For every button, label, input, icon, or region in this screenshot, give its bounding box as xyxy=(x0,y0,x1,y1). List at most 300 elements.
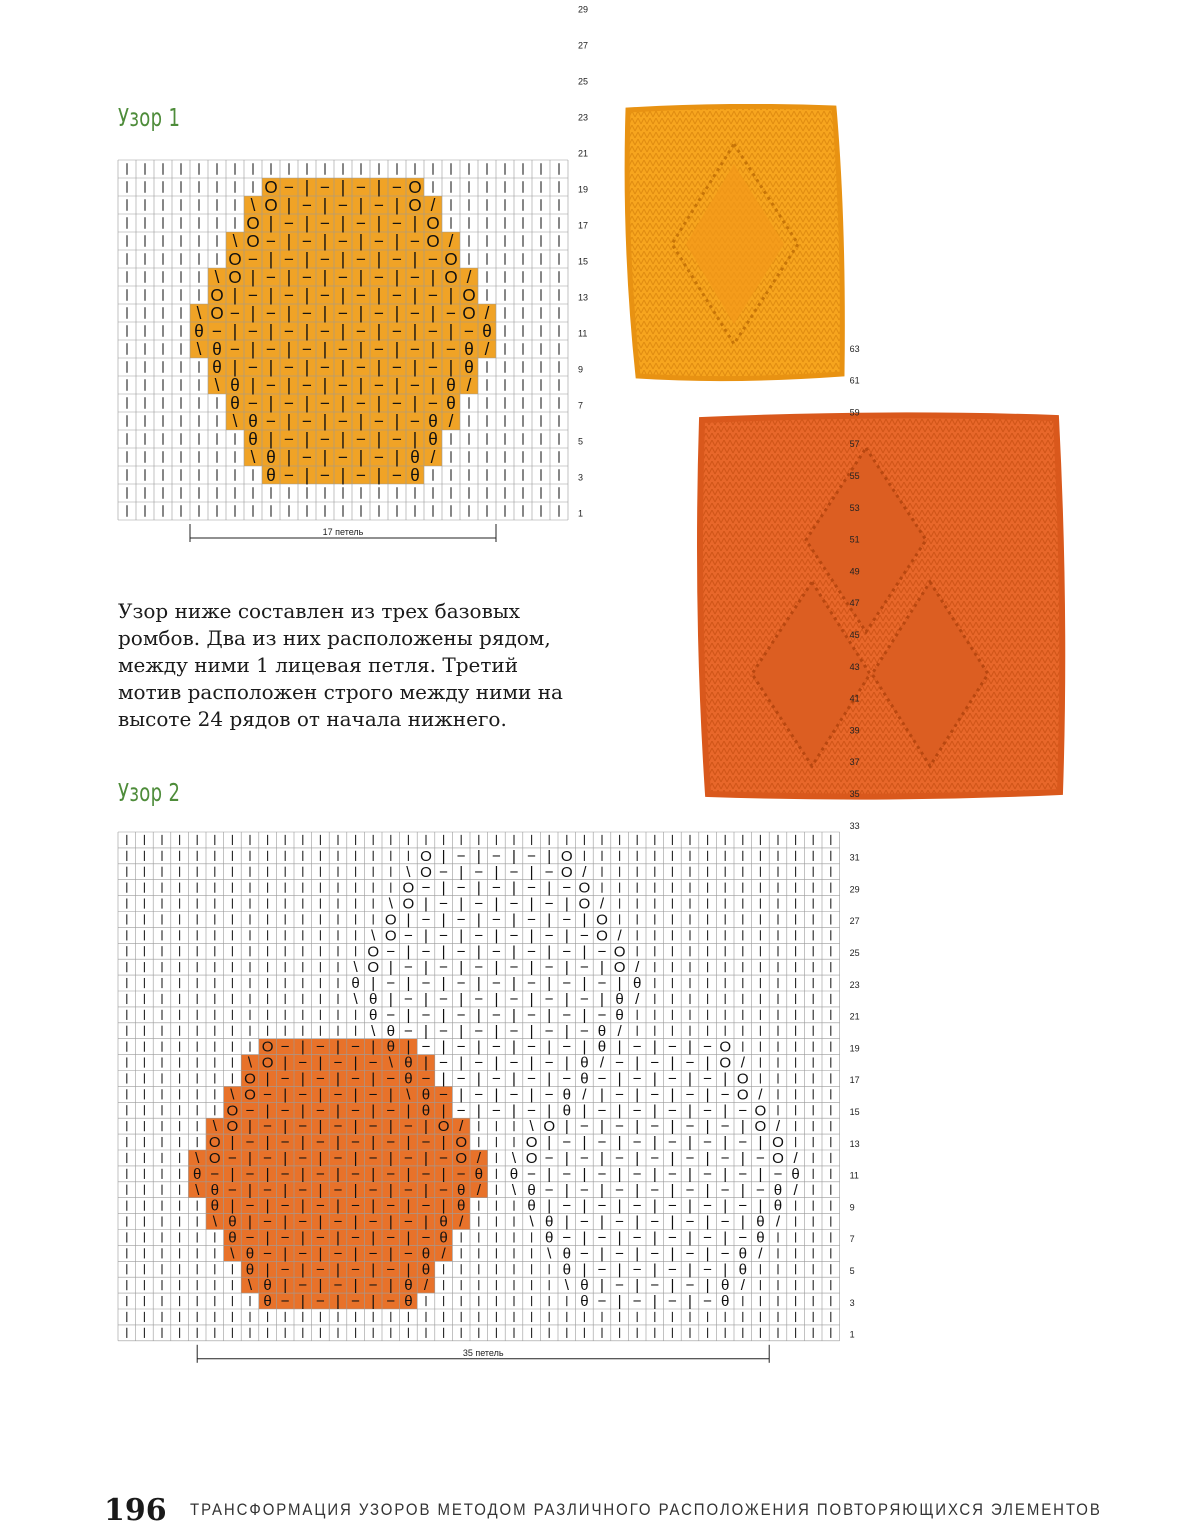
description-line: между ними 1 лицевая петля. Третий xyxy=(118,653,519,677)
stitch-symbol: | xyxy=(358,375,364,395)
stitch-symbol: | xyxy=(512,1006,516,1024)
stitch-symbol: | xyxy=(336,1229,340,1247)
stitch-symbol: θ xyxy=(509,1165,519,1183)
stitch-symbol: θ xyxy=(791,1165,800,1183)
stitch-symbol: | xyxy=(600,959,604,977)
large-knitted-swatch-photo xyxy=(694,412,1068,800)
stitch-symbol: − xyxy=(667,1102,677,1120)
stitch-symbol: \ xyxy=(406,1086,411,1104)
stitch-symbol: | xyxy=(265,1134,270,1152)
stitch-symbol: − xyxy=(421,975,431,993)
row-number: 7 xyxy=(849,1234,855,1245)
stitch-symbol: − xyxy=(410,375,420,395)
stitch-symbol: | xyxy=(230,1134,235,1152)
stitch-symbol: / xyxy=(599,1054,605,1072)
stitch-symbol: | xyxy=(529,1054,534,1072)
stitch-symbol: | xyxy=(322,231,328,251)
stitch-symbol: − xyxy=(298,1181,308,1199)
stitch-symbol: | xyxy=(494,959,499,977)
row-number: 3 xyxy=(578,472,584,483)
stitch-symbol: − xyxy=(315,1038,325,1056)
stitch-symbol: | xyxy=(705,1277,710,1295)
stitch-symbol: θ xyxy=(212,357,222,377)
stitch-symbol: θ xyxy=(464,339,474,359)
stitch-symbol: | xyxy=(353,1277,358,1295)
stitch-symbol: | xyxy=(406,1038,411,1056)
stitch-symbol: θ xyxy=(410,447,420,467)
stitch-symbol: | xyxy=(476,1102,481,1120)
stitch-symbol: − xyxy=(579,1245,589,1263)
stitch-symbol: / xyxy=(758,1086,763,1104)
row-number: 51 xyxy=(849,534,860,545)
stitch-symbol: | xyxy=(476,847,481,865)
stitch-symbol: − xyxy=(509,895,519,913)
stitch-symbol: / xyxy=(740,1277,745,1295)
stitch-symbol: | xyxy=(476,975,481,993)
stitch-symbol: Ο xyxy=(264,195,278,215)
stitch-symbol: Ο xyxy=(462,303,476,323)
stitch-symbol: − xyxy=(280,1102,290,1120)
stitch-symbol: \ xyxy=(564,1277,569,1295)
stitch-symbol: | xyxy=(406,1261,411,1279)
stitch-symbol: − xyxy=(544,927,554,945)
width-label: 17 петель xyxy=(322,527,364,537)
stitch-symbol: − xyxy=(338,267,348,287)
stitch-symbol: \ xyxy=(196,339,202,359)
stitch-symbol: − xyxy=(632,1070,642,1088)
stitch-symbol: | xyxy=(340,465,346,485)
stitch-symbol: − xyxy=(562,1006,572,1024)
stitch-symbol: | xyxy=(406,1006,411,1024)
stitch-symbol: − xyxy=(248,249,258,269)
stitch-symbol: − xyxy=(439,1181,449,1199)
stitch-symbol: − xyxy=(597,1261,607,1279)
stitch-symbol: | xyxy=(652,1134,657,1152)
stitch-symbol: / xyxy=(476,1181,481,1199)
stitch-symbol: Ο xyxy=(560,863,573,881)
stitch-symbol: | xyxy=(476,1038,481,1056)
row-number: 11 xyxy=(849,1170,859,1181)
stitch-symbol: | xyxy=(582,911,587,929)
stitch-symbol: − xyxy=(632,1197,642,1215)
stitch-symbol: − xyxy=(284,249,294,269)
stitch-symbol: − xyxy=(298,1245,308,1263)
stitch-symbol: | xyxy=(600,1213,604,1231)
stitch-symbol: θ xyxy=(421,1245,431,1263)
stitch-symbol: − xyxy=(315,1229,325,1247)
stitch-symbol: − xyxy=(356,357,366,377)
row-number: 39 xyxy=(849,725,860,736)
stitch-symbol: / xyxy=(758,1245,763,1263)
stitch-symbol: − xyxy=(703,1102,713,1120)
stitch-symbol: θ xyxy=(351,975,360,993)
stitch-symbol: − xyxy=(333,1213,343,1231)
stitch-symbol: | xyxy=(250,267,256,287)
stitch-symbol: − xyxy=(298,1054,308,1072)
stitch-symbol: | xyxy=(600,1118,604,1136)
stitch-symbol: − xyxy=(356,321,366,341)
stitch-symbol: | xyxy=(430,375,436,395)
row-number: 57 xyxy=(849,439,860,450)
stitch-symbol: | xyxy=(394,411,400,431)
stitch-symbol: | xyxy=(512,975,516,993)
stitch-symbol: / xyxy=(793,1181,798,1199)
stitch-symbol: θ xyxy=(474,1165,484,1183)
stitch-symbol: Ο xyxy=(736,1086,749,1104)
stitch-symbol: \ xyxy=(388,1054,393,1072)
stitch-symbol: − xyxy=(284,177,294,197)
stitch-symbol: − xyxy=(491,1102,501,1120)
stitch-symbol: θ xyxy=(210,1197,220,1215)
stitch-symbol: − xyxy=(280,1165,290,1183)
stitch-symbol: − xyxy=(280,1070,290,1088)
stitch-symbol: − xyxy=(280,1038,290,1056)
stitch-symbol: | xyxy=(322,339,328,359)
stitch-symbol: | xyxy=(448,357,454,377)
stitch-symbol: − xyxy=(650,1150,660,1168)
stitch-symbol: − xyxy=(562,1229,572,1247)
stitch-symbol: − xyxy=(333,1086,343,1104)
stitch-symbol: − xyxy=(474,863,484,881)
stitch-symbol: | xyxy=(670,1213,675,1231)
stitch-symbol: | xyxy=(512,1070,516,1088)
stitch-symbol: | xyxy=(617,1293,622,1311)
stitch-symbol: − xyxy=(403,1181,413,1199)
stitch-symbol: | xyxy=(286,303,292,323)
stitch-symbol: − xyxy=(351,1165,361,1183)
stitch-symbol: | xyxy=(582,943,587,961)
stitch-symbol: | xyxy=(758,1197,763,1215)
stitch-symbol: − xyxy=(632,1134,642,1152)
stitch-symbol: | xyxy=(283,1213,288,1231)
stitch-symbol: | xyxy=(582,1261,587,1279)
stitch-symbol: − xyxy=(356,177,366,197)
stitch-symbol: | xyxy=(512,1038,516,1056)
stitch-symbol: | xyxy=(318,1150,323,1168)
stitch-symbol: | xyxy=(265,1197,270,1215)
stitch-symbol: | xyxy=(441,943,446,961)
stitch-symbol: − xyxy=(320,285,330,305)
stitch-symbol: Ο xyxy=(244,1070,256,1088)
stitch-symbol: − xyxy=(615,1277,625,1295)
stitch-symbol: | xyxy=(394,195,400,215)
stitch-symbol: | xyxy=(300,1070,305,1088)
stitch-symbol: θ xyxy=(580,1293,589,1311)
stitch-symbol: | xyxy=(265,1165,270,1183)
stitch-symbol: − xyxy=(685,1277,695,1295)
stitch-symbol: | xyxy=(230,1197,235,1215)
stitch-symbol: − xyxy=(650,1086,660,1104)
stitch-symbol: | xyxy=(582,1038,587,1056)
stitch-symbol: Ο xyxy=(402,895,415,913)
stitch-symbol: − xyxy=(368,1181,378,1199)
stitch-symbol: − xyxy=(509,1054,519,1072)
stitch-symbol: − xyxy=(544,1022,554,1040)
page-number: 196 xyxy=(104,1493,167,1528)
row-number: 29 xyxy=(849,884,860,895)
stitch-symbol: − xyxy=(421,879,431,897)
stitch-symbol: − xyxy=(579,991,589,1009)
stitch-symbol: Ο xyxy=(455,1134,468,1152)
stitch-symbol: − xyxy=(667,1197,677,1215)
stitch-symbol: Ο xyxy=(444,249,458,269)
stitch-symbol: | xyxy=(336,1134,340,1152)
stitch-symbol: \ xyxy=(511,1150,517,1168)
stitch-symbol: | xyxy=(494,1086,499,1104)
stitch-symbol: − xyxy=(403,1213,413,1231)
stitch-symbol: Ο xyxy=(244,1086,256,1104)
stitch-symbol: | xyxy=(476,1070,481,1088)
stitch-symbol: | xyxy=(758,1134,763,1152)
stitch-symbol: | xyxy=(424,959,428,977)
row-number: 53 xyxy=(849,502,860,513)
stitch-symbol: − xyxy=(386,1070,396,1088)
stitch-symbol: − xyxy=(562,943,572,961)
stitch-symbol: | xyxy=(670,1245,675,1263)
stitch-symbol: − xyxy=(667,1070,677,1088)
stitch-symbol: − xyxy=(703,1197,713,1215)
stitch-symbol: \ xyxy=(371,1022,376,1040)
stitch-symbol: − xyxy=(392,321,402,341)
stitch-symbol: Ο xyxy=(261,1054,274,1072)
stitch-symbol: − xyxy=(667,1134,677,1152)
stitch-symbol: | xyxy=(412,249,418,269)
stitch-symbol: − xyxy=(315,1261,325,1279)
stitch-symbol: | xyxy=(547,1070,552,1088)
stitch-symbol: θ xyxy=(544,1213,554,1231)
stitch-symbol: θ xyxy=(266,447,276,467)
stitch-symbol: − xyxy=(720,1245,730,1263)
stitch-symbol: | xyxy=(406,1197,411,1215)
stitch-symbol: | xyxy=(304,177,310,197)
stitch-symbol: θ xyxy=(428,429,438,449)
stitch-symbol: | xyxy=(388,1277,393,1295)
stitch-symbol: | xyxy=(322,303,328,323)
stitch-symbol: − xyxy=(509,959,519,977)
stitch-symbol: − xyxy=(266,375,276,395)
stitch-symbol: − xyxy=(474,991,484,1009)
stitch-symbol: θ xyxy=(562,1102,572,1120)
stitch-symbol: | xyxy=(336,1070,340,1088)
stitch-symbol: θ xyxy=(456,1181,466,1199)
pattern-description xyxy=(118,598,588,733)
stitch-symbol: | xyxy=(512,847,516,865)
stitch-symbol: − xyxy=(356,249,366,269)
stitch-symbol: | xyxy=(358,195,364,215)
stitch-symbol: | xyxy=(322,447,328,467)
stitch-symbol: / xyxy=(430,195,436,215)
stitch-symbol: − xyxy=(280,1293,290,1311)
stitch-symbol: − xyxy=(703,1165,713,1183)
row-number: 41 xyxy=(849,693,860,704)
stitch-symbol: | xyxy=(564,959,569,977)
stitch-symbol: | xyxy=(494,895,499,913)
stitch-symbol: − xyxy=(315,1102,325,1120)
stitch-symbol: θ xyxy=(421,1086,431,1104)
stitch-symbol: θ xyxy=(720,1293,730,1311)
row-number: 19 xyxy=(578,184,589,195)
stitch-symbol: θ xyxy=(439,1213,448,1231)
stitch-symbol: | xyxy=(635,1118,640,1136)
stitch-symbol: | xyxy=(723,1070,728,1088)
stitch-symbol: | xyxy=(286,195,292,215)
stitch-symbol: | xyxy=(265,1261,270,1279)
stitch-symbol: | xyxy=(476,1006,481,1024)
stitch-symbol: | xyxy=(394,447,400,467)
stitch-symbol: | xyxy=(670,1054,675,1072)
stitch-symbol: − xyxy=(421,911,431,929)
row-number: 63 xyxy=(849,343,860,354)
stitch-symbol: − xyxy=(650,1054,660,1072)
stitch-symbol: / xyxy=(430,447,436,467)
stitch-symbol: − xyxy=(284,393,294,413)
stitch-symbol: − xyxy=(230,303,240,323)
stitch-symbol: − xyxy=(597,1293,607,1311)
stitch-symbol: | xyxy=(564,1022,569,1040)
stitch-symbol: − xyxy=(403,1022,413,1040)
stitch-symbol: − xyxy=(703,1070,713,1088)
stitch-symbol: − xyxy=(650,1277,660,1295)
stitch-symbol: | xyxy=(376,357,382,377)
stitch-symbol: | xyxy=(230,1165,235,1183)
stitch-symbol: | xyxy=(476,943,481,961)
stitch-symbol: − xyxy=(597,943,607,961)
stitch-symbol: | xyxy=(547,1038,552,1056)
stitch-symbol: | xyxy=(705,1086,710,1104)
stitch-symbol: − xyxy=(410,303,420,323)
stitch-symbol: − xyxy=(615,1245,625,1263)
stitch-symbol: − xyxy=(738,1102,748,1120)
row-number: 11 xyxy=(578,328,588,339)
stitch-symbol: − xyxy=(421,943,431,961)
stitch-symbol: Ο xyxy=(525,1150,538,1168)
stitch-symbol: | xyxy=(286,447,292,467)
stitch-symbol: − xyxy=(386,1261,396,1279)
row-number: 21 xyxy=(849,1011,860,1022)
stitch-symbol: − xyxy=(245,1134,255,1152)
stitch-symbol: | xyxy=(635,1086,640,1104)
stitch-symbol: − xyxy=(439,927,449,945)
stitch-symbol: − xyxy=(597,1102,607,1120)
stitch-symbol: − xyxy=(368,1054,378,1072)
stitch-symbol: − xyxy=(597,1006,607,1024)
stitch-symbol: − xyxy=(474,1022,484,1040)
stitch-symbol: θ xyxy=(210,1181,220,1199)
stitch-symbol: − xyxy=(320,249,330,269)
stitch-symbol: − xyxy=(302,267,312,287)
stitch-symbol: | xyxy=(441,1165,446,1183)
stitch-symbol: θ xyxy=(615,991,624,1009)
stitch-symbol: | xyxy=(286,411,292,431)
stitch-symbol: − xyxy=(527,1006,537,1024)
stitch-symbol: | xyxy=(388,959,393,977)
stitch-symbol: − xyxy=(544,959,554,977)
stitch-symbol: | xyxy=(494,1022,499,1040)
stitch-symbol: − xyxy=(738,1229,748,1247)
stitch-symbol: − xyxy=(439,863,449,881)
stitch-symbol: | xyxy=(304,393,310,413)
stitch-symbol: − xyxy=(579,1150,589,1168)
stitch-symbol: | xyxy=(512,879,516,897)
stitch-symbol: / xyxy=(466,375,472,395)
stitch-symbol: − xyxy=(439,991,449,1009)
pattern-2-heading: Узор 2 xyxy=(118,778,181,807)
stitch-symbol: | xyxy=(340,177,346,197)
stitch-symbol: θ xyxy=(421,1102,431,1120)
stitch-symbol: − xyxy=(562,1134,572,1152)
stitch-symbol: | xyxy=(376,213,382,233)
row-number: 49 xyxy=(849,566,860,577)
stitch-symbol: − xyxy=(464,321,474,341)
stitch-symbol: − xyxy=(298,1086,308,1104)
stitch-symbol: θ xyxy=(228,1229,237,1247)
stitch-symbol: − xyxy=(632,1229,642,1247)
stitch-symbol: − xyxy=(351,1293,361,1311)
stitch-symbol: − xyxy=(738,1134,748,1152)
stitch-symbol: | xyxy=(430,267,436,287)
stitch-symbol: | xyxy=(300,1229,305,1247)
stitch-symbol: | xyxy=(652,1102,657,1120)
stitch-symbol: − xyxy=(615,1150,625,1168)
stitch-symbol: − xyxy=(386,975,396,993)
stitch-symbol: | xyxy=(635,1213,640,1231)
stitch-symbol: | xyxy=(476,879,481,897)
stitch-symbol: | xyxy=(388,1245,393,1263)
stitch-symbol: θ xyxy=(446,393,456,413)
stitch-symbol: − xyxy=(703,1134,713,1152)
stitch-symbol: θ xyxy=(456,1197,466,1215)
stitch-symbol: Ο xyxy=(246,213,260,233)
stitch-symbol: | xyxy=(371,975,376,993)
stitch-symbol: | xyxy=(376,393,382,413)
stitch-symbol: − xyxy=(597,1165,607,1183)
stitch-symbol: − xyxy=(439,959,449,977)
stitch-symbol: | xyxy=(388,1118,393,1136)
stitch-symbol: \ xyxy=(371,927,376,945)
stitch-symbol: − xyxy=(302,195,312,215)
stitch-symbol: | xyxy=(283,1245,288,1263)
stitch-symbol: − xyxy=(403,1118,413,1136)
row-number: 33 xyxy=(849,820,860,831)
stitch-symbol: θ xyxy=(212,339,222,359)
stitch-symbol: − xyxy=(333,1181,343,1199)
stitch-symbol: θ xyxy=(386,1022,396,1040)
stitch-symbol: − xyxy=(298,1150,308,1168)
stitch-symbol: − xyxy=(667,1293,677,1311)
stitch-symbol: − xyxy=(338,195,348,215)
stitch-symbol: θ xyxy=(580,1070,589,1088)
stitch-symbol: Ο xyxy=(402,879,415,897)
stitch-symbol: \ xyxy=(230,1245,235,1263)
stitch-symbol: | xyxy=(268,429,274,449)
stitch-symbol: − xyxy=(527,1165,537,1183)
stitch-symbol: − xyxy=(248,357,258,377)
stitch-symbol: | xyxy=(248,1181,252,1199)
stitch-symbol: | xyxy=(376,429,382,449)
stitch-symbol: − xyxy=(720,1086,730,1104)
stitch-symbol: \ xyxy=(250,447,256,467)
chapter-title: ТРАНСФОРМАЦИЯ УЗОРОВ МЕТОДОМ РАЗЛИЧНОГО РАСПОЛОЖЕНИЯ ПОВТОРЯЮЩИХСЯ ЭЛЕМЕНТОВ xyxy=(190,1500,1102,1519)
stitch-symbol: Ο xyxy=(228,249,242,269)
stitch-symbol: − xyxy=(227,1181,237,1199)
stitch-symbol: | xyxy=(412,393,418,413)
stitch-symbol: − xyxy=(562,1165,572,1183)
stitch-symbol: Ο xyxy=(560,847,573,865)
stitch-symbol: | xyxy=(617,975,622,993)
stitch-symbol: | xyxy=(388,991,393,1009)
stitch-symbol: − xyxy=(298,1277,308,1295)
stitch-symbol: / xyxy=(582,1086,587,1104)
